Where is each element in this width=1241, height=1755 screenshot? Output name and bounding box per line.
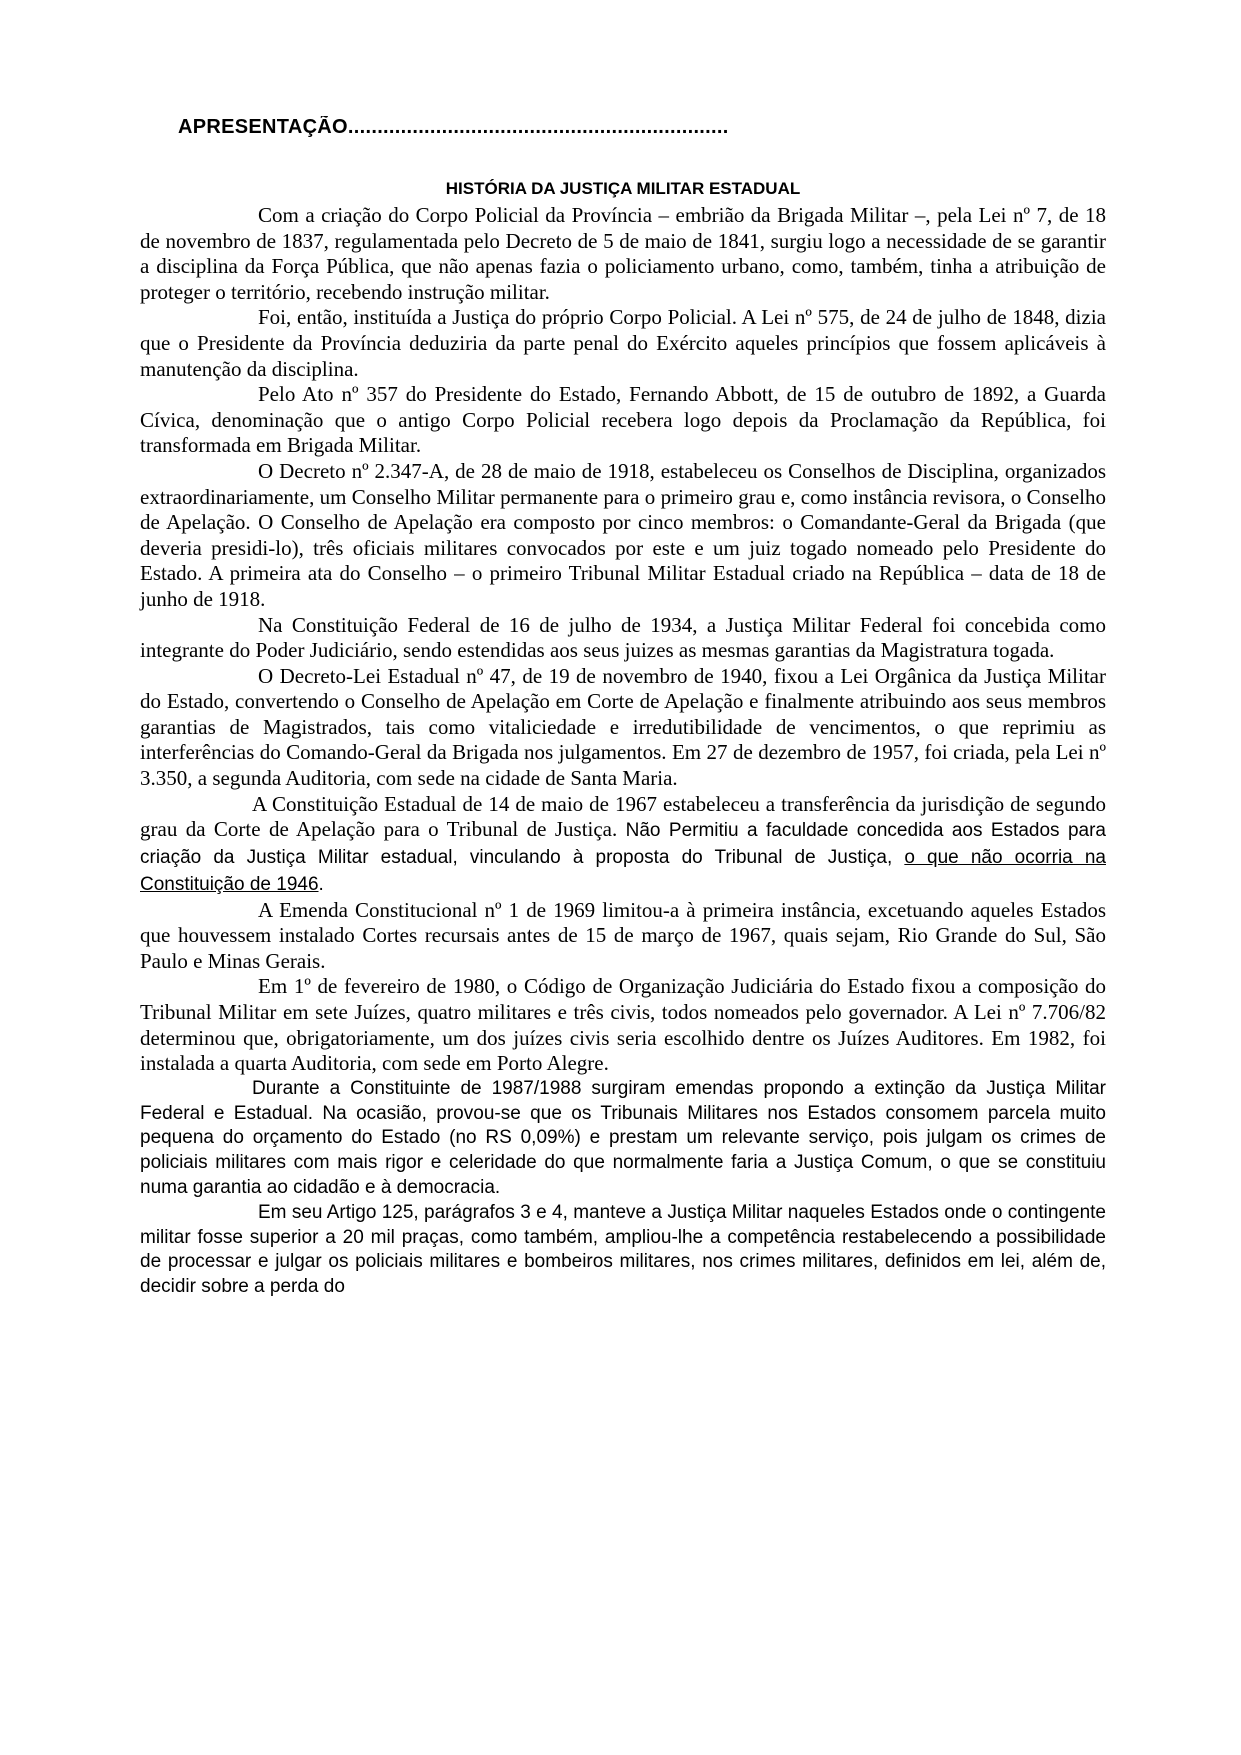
paragraph-7-serif-text: A Constituição Estadual de 14 de maio de 1967 estabeleceu a transferência da jurisdição de segundo grau da Corte de Apelação para o Tribunal de Justiça. (140, 791, 1106, 842)
paragraph-1: Com a criação do Corpo Policial da Província – embrião da Brigada Militar –, pela Lei nº 7, de 18 de novembro de 1837, regulamentada pelo Decreto de 5 de maio de 1841, surgiu logo a necessidade de se garantir a disciplina da Força Pública, que não apenas fazia o policiamento urbano, como, também, tinha a atribuição de proteger o território, recebendo instrução militar. (140, 203, 1106, 304)
paragraph-7 (140, 792, 1106, 898)
document-heading: APRESENTAÇÃO................................................................. (178, 116, 729, 138)
paragraph-3: Pelo Ato nº 357 do Presidente do Estado, Fernando Abbott, de 15 de outubro de 1892, a Guarda Cívica, denominação que o antigo Corpo Policial recebera logo depois da Proclamação da República, foi transformada em Brigada Militar. (140, 382, 1106, 458)
paragraph-8: A Emenda Constitucional nº 1 de 1969 limitou-a à primeira instância, excetuando aqueles Estados que houvessem instalado Cortes recursais antes de 15 de março de 1967, quais sejam, Rio Grande do Sul, São Paulo e Minas Gerais. (140, 897, 1106, 973)
paragraph-10: Durante a Constituinte de 1987/1988 surgiram emendas propondo a extinção da Justiça Militar Federal e Estadual. Na ocasião, provou-se que os Tribunais Militares nos Estados consomem parcela muito pequena do orçamento do Estado (no RS 0,09%) e prestam um relevante serviço, pois julgam os crimes de policiais militares com mais rigor e celeridade do que normalmente faria a Justiça Comum, o que se constituiu numa garantia ao cidadão e à democracia. (140, 1077, 1106, 1198)
paragraph-7-underlined-text: o que não ocorria na Constituição de 1946 (140, 847, 1106, 895)
paragraph-6: O Decreto-Lei Estadual nº 47, de 19 de novembro de 1940, fixou a Lei Orgânica da Justiça Militar do Estado, convertendo o Conselho de Apelação em Corte de Apelação e finalmente atribuindo aos seus membros garantias de Magistrados, tais como vitaliciedade e irredutibilidade de vencimentos, o que reprimiu as interferências do Comando-Geral da Brigada nos julgamentos. Em 27 de dezembro de 1957, foi criada, pela Lei nº 3.350, a segunda Auditoria, com sede na cidade de Santa Maria. (140, 663, 1106, 791)
paragraph-9: Em 1º de fevereiro de 1980, o Código de Organização Judiciária do Estado fixou a composição do Tribunal Militar em sete Juízes, quatro militares e três civis, todos nomeados pelo governador. A Lei nº 7.706/82 determinou que, obrigatoriamente, um dos juízes civis seria escolhido dentre os Juízes Auditores. Em 1982, foi instalada a quarta Auditoria, com sede em Porto Alegre. (140, 974, 1106, 1076)
section-title: HISTÓRIA DA JUSTIÇA MILITAR ESTADUAL (445, 179, 801, 198)
paragraph-11: Em seu Artigo 125, parágrafos 3 e 4, manteve a Justiça Militar naqueles Estados onde o contingente militar fosse superior a 20 mil praças, como também, ampliou-lhe a competência restabelecendo a possibilidade de processar e julgar os policiais militares e bombeiros militares, nos crimes militares, definidos em lei, além de, decidir sobre a perda do (140, 1201, 1106, 1298)
paragraph-4: O Decreto nº 2.347-A, de 28 de maio de 1918, estabeleceu os Conselhos de Disciplina, organizados extraordinariamente, um Conselho Militar permanente para o primeiro grau e, como instância revisora, o Conselho de Apelação. O Conselho de Apelação era composto por cinco membros: o Comandante-Geral da Brigada (que deveria presidi-lo), três oficiais militares convocados por este e um juiz togado nomeado pelo Presidente do Estado. A primeira ata do Conselho – o primeiro Tribunal Militar Estadual criado na República – data de 18 de junho de 1918. (140, 458, 1106, 611)
paragraph-5: Na Constituição Federal de 16 de julho de 1934, a Justiça Militar Federal foi concebida como integrante do Poder Judiciário, sendo estendidas aos seus juizes as mesmas garantias da Magistratura togada. (140, 612, 1106, 663)
paragraph-7-sans-text: Não Permitiu a faculdade concedida aos Estados para criação da Justiça Militar estadual, vinculando à proposta do Tribunal de Justiça, (140, 820, 1106, 869)
paragraph-2: Foi, então, instituída a Justiça do próprio Corpo Policial. A Lei nº 575, de 24 de julho de 1848, dizia que o Presidente da Província deduziria da parte penal do Exército aqueles princípios que fossem aplicáveis à manutenção da disciplina. (140, 305, 1106, 381)
paragraph-7-end: . (318, 873, 324, 895)
document-body (140, 203, 1106, 1300)
